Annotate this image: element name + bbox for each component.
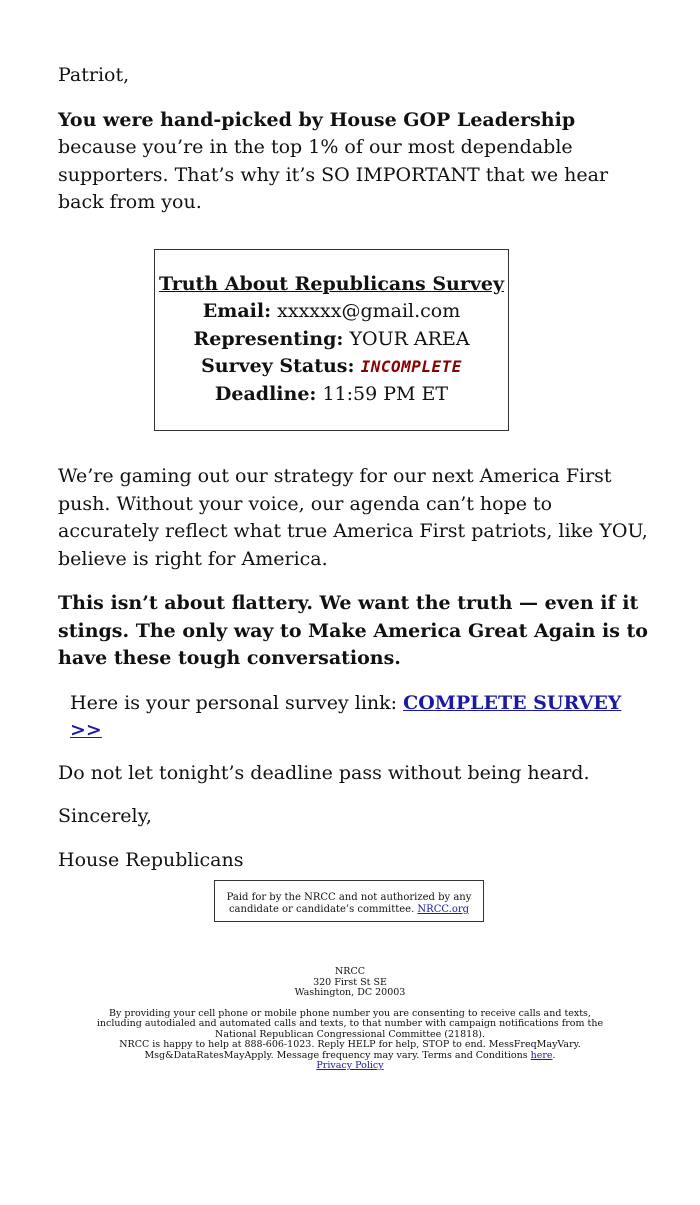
help-text [90, 1040, 610, 1061]
status-value: INCOMPLETE [360, 357, 462, 376]
email-value: xxxxxx@gmail.com [277, 300, 461, 322]
email-label: Email: [202, 300, 272, 322]
letter-body [58, 62, 658, 874]
survey-link-paragraph [58, 690, 658, 745]
footer [90, 967, 610, 1072]
representing-row [155, 326, 508, 354]
org-name: NRCC [334, 966, 365, 977]
privacy-policy-link[interactable]: Privacy Policy [316, 1060, 384, 1071]
status-label: Survey Status: [201, 355, 355, 377]
deadline-label: Deadline: [214, 382, 317, 405]
emphasis-paragraph: This isn’t about flattery. We want the truth — even if it stings. The only way to Make America Great Again is to have these tough conversations. [58, 592, 648, 669]
terms-link[interactable]: here [530, 1049, 553, 1061]
street-address: 320 First St SE [313, 976, 387, 988]
city-address: Washington, DC 20003 [294, 987, 406, 998]
greeting: Patriot, [58, 64, 130, 86]
link-intro-text: Here is your personal survey link: [70, 691, 404, 714]
paid-for-text: Paid for by the NRCC and not authorized by any candidate or candidate’s committee. [226, 892, 472, 915]
closing: Sincerely, [58, 805, 152, 827]
survey-title: Truth About Republicans Survey [158, 272, 505, 295]
body-paragraph: We’re gaming out our strategy for our next America First push. Without your voice, our agenda can’t hope to accurately reflect what true America First patriots, like YOU, believe is right for America. [58, 465, 648, 570]
representing-value: YOUR AREA [349, 327, 470, 350]
signature: House Republicans [58, 848, 244, 871]
paid-for-disclaimer [214, 880, 484, 922]
intro-bold-text: You were hand-picked by House GOP Leadership [58, 108, 576, 131]
deadline-row [155, 381, 508, 409]
help-text-body: NRCC is happy to help at 888-606-1023. Reply HELP for help, STOP to end. MessFreqMayVary. Msg&DataRatesMayApply. Message frequency may vary. Terms and Conditions [119, 1039, 581, 1061]
deadline-value: 11:59 PM ET [322, 382, 449, 405]
privacy-row [90, 1061, 610, 1072]
survey-info-box [154, 249, 509, 432]
consent-text: By providing your cell phone or mobile phone number you are consenting to receive calls and texts, including autodialed and automated calls and texts, to that number with campaign notifications from the National Republican Congressional Committee (21818). [96, 1007, 604, 1040]
status-row [155, 353, 508, 381]
intro-paragraph [58, 107, 658, 217]
help-text-end: . [552, 1049, 556, 1061]
email-row [155, 298, 508, 326]
intro-text: because you’re in the top 1% of our most dependable supporters. That’s why it’s SO IMPORTANT that we hear back from you. [58, 136, 609, 213]
complete-survey-link[interactable]: COMPLETE SURVEY >> [70, 691, 622, 741]
deadline-reminder: Do not let tonight’s deadline pass without being heard. [58, 761, 590, 784]
representing-label: Representing: [193, 327, 344, 350]
mailing-address [90, 967, 610, 999]
nrcc-site-link[interactable]: NRCC.org [417, 904, 470, 915]
